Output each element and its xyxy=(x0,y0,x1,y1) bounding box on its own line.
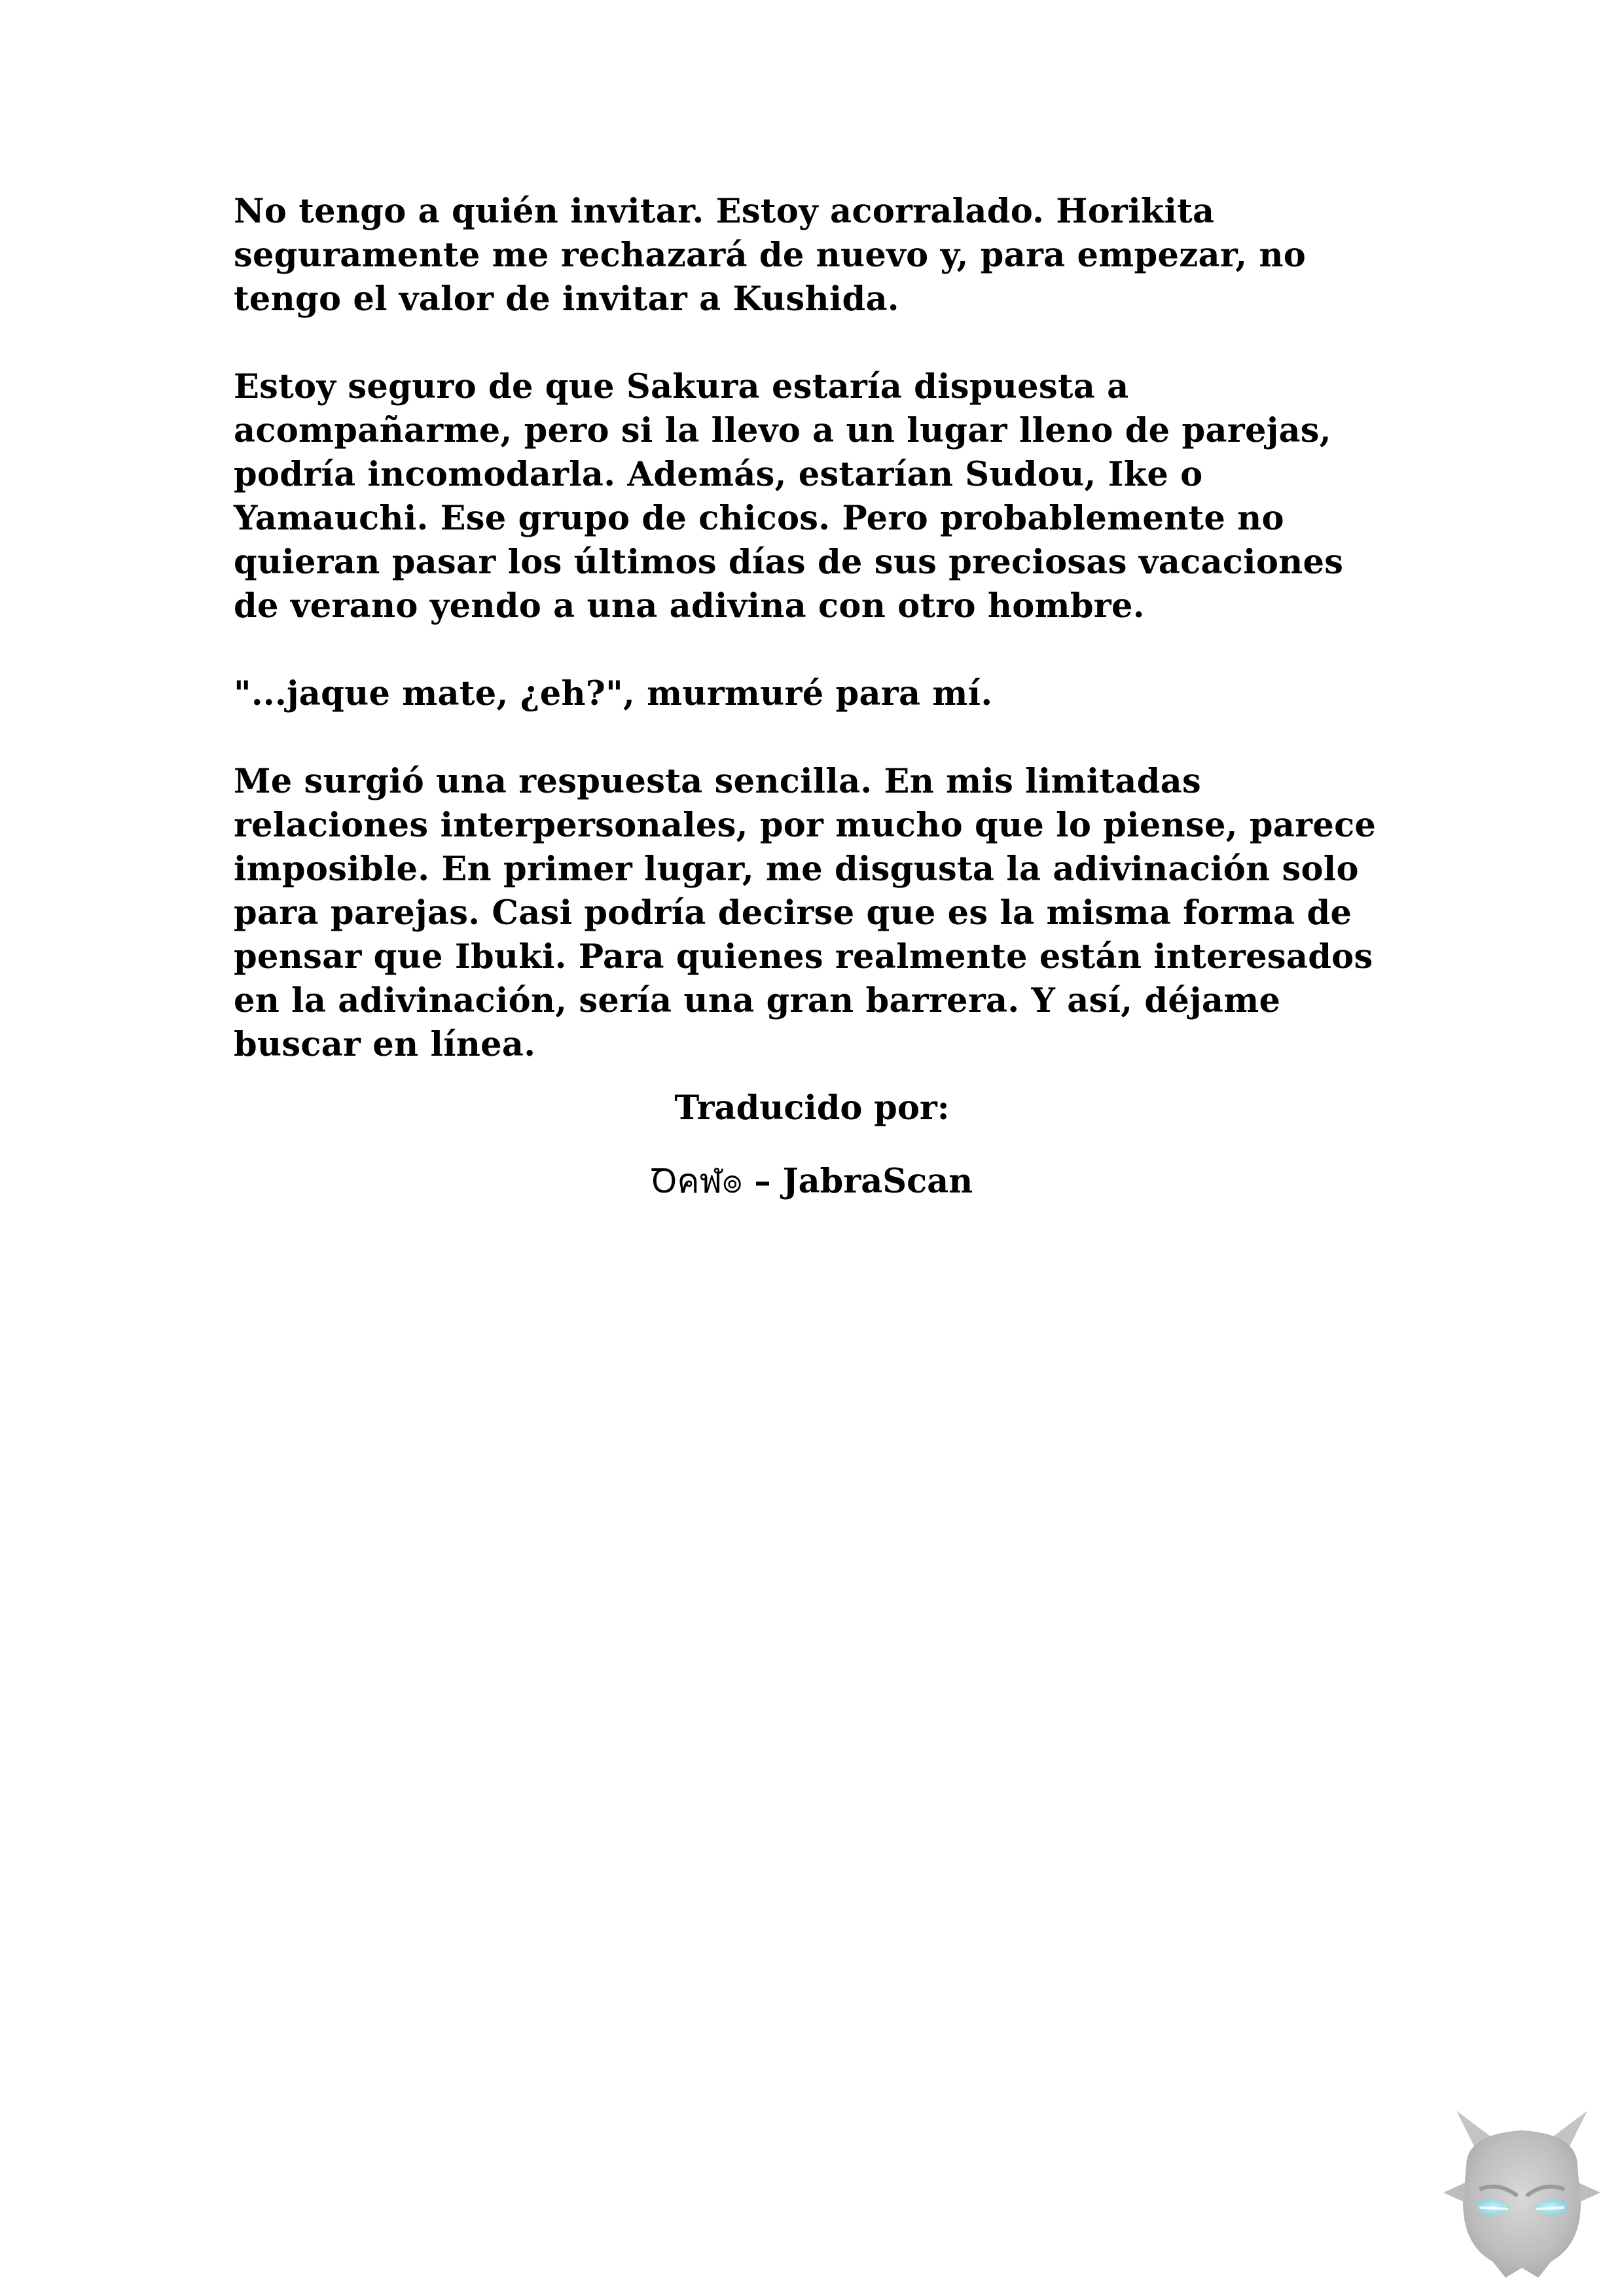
paragraph-4: Me surgió una respuesta sencilla. En mis limitadas relaciones interpersonales, por mucho que lo piense, parece imposible. En primer lugar, me disgusta la adivinación solo para parejas. Casi podría decirse que es la misma forma de pensar que Ibuki. Para quienes realmente están interesados en la adivinación, sería una gran barrera. Y así, déjame buscar en línea. xyxy=(234,762,1377,1064)
credits-name xyxy=(0,1160,1624,1204)
translation-credits xyxy=(0,1086,1624,1204)
scan-group-name: JabraScan xyxy=(782,1162,973,1201)
paragraph-1: No tengo a quién invitar. Estoy acorralado. Horikita seguramente me rechazará de nuevo y, para empezar, no tengo el valor de invitar a Kushida. xyxy=(234,192,1307,319)
demon-head-logo-icon xyxy=(1440,2104,1604,2281)
body-text xyxy=(234,190,1412,1067)
paragraph-2: Estoy seguro de que Sakura estaría dispuesta a acompañarme, pero si la llevo a un lugar lleno de parejas, podría incomodarla. Además, estarían Sudou, Ike o Yamauchi. Ese grupo de chicos. Pero probablemente no quieran pasar los últimos días de sus preciosas vacaciones de verano yendo a una adivina con otro hombre. xyxy=(234,367,1344,626)
translator-handle: Ꝺคฬ๏ xyxy=(651,1162,743,1201)
credits-label: Traducido por: xyxy=(674,1088,950,1128)
credits-separator: – xyxy=(742,1162,783,1201)
paragraph-3: "...jaque mate, ¿eh?", murmuré para mí. xyxy=(234,674,993,713)
